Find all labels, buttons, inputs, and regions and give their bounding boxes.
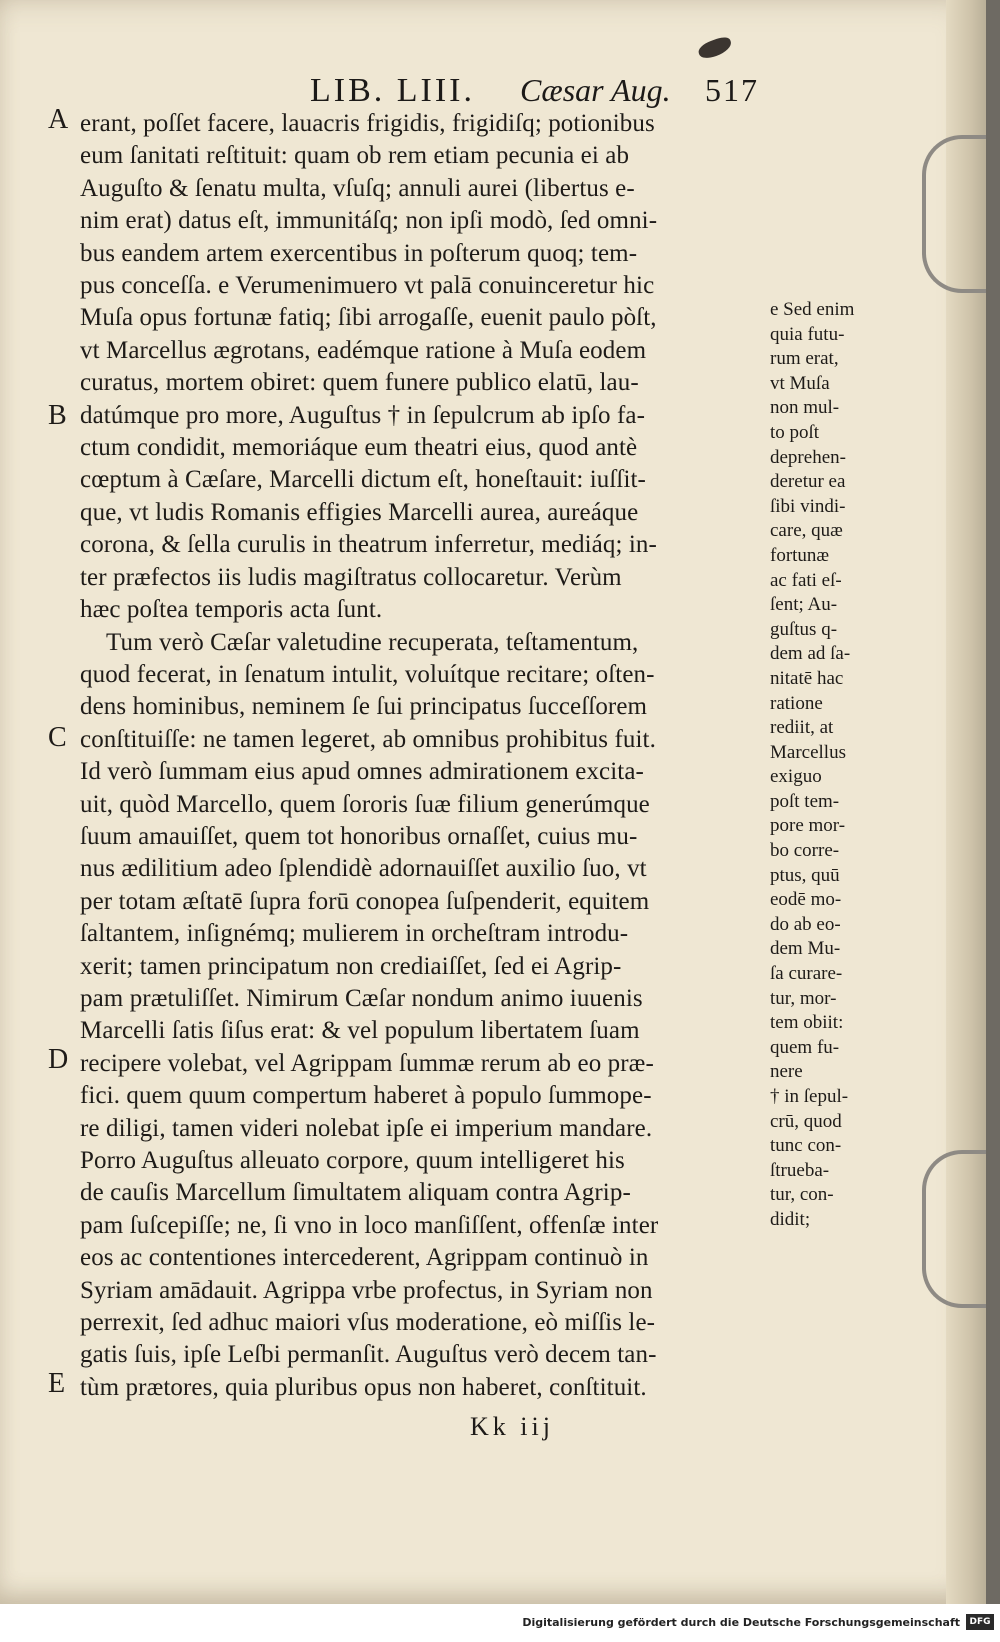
marginal-note-line: ſa curare- xyxy=(770,963,843,985)
marginal-note-line: tunc con- xyxy=(770,1135,842,1157)
book-number: LIB. LIII. xyxy=(310,72,476,109)
main-text-line: curatus, mortem obiret: quem funere publico elatū, lau- xyxy=(80,369,639,397)
main-text-line: ctum condidit, memoriáque eum theatri eius, quod antè xyxy=(80,434,638,462)
running-title: Cæsar Aug. xyxy=(520,72,671,108)
signature-mark: Kk iij xyxy=(470,1412,554,1441)
marginal-note-line: deprehen- xyxy=(770,446,846,468)
main-text-line: Tum verò Cæſar valetudine recuperata, teſtamentum, xyxy=(106,628,639,656)
main-text-line: datúmque pro more, Auguſtus † in ſepulcrum ab ipſo fa- xyxy=(80,401,646,429)
marginal-note-line: ratione xyxy=(770,692,823,714)
main-text-line: eos ac contentiones intercederent, Agrippam continuò in xyxy=(80,1244,649,1272)
section-marker-d: D xyxy=(48,1044,69,1075)
main-text-line: ter præfectos iis ludis magiſtratus collocaretur. Verùm xyxy=(80,563,622,591)
marginal-note-line: poſt tem- xyxy=(770,790,840,812)
main-text-line: Muſa opus fortunæ fatiq; ſibi arrogaſſe, euenit paulo pòſt, xyxy=(80,304,657,332)
main-text-line: fici. quem quum compertum haberet à populo ſummope- xyxy=(80,1082,652,1110)
main-text-line: Marcelli ſatis ſiſus erat: & vel populum libertatem ſuam xyxy=(80,1017,640,1045)
marginal-note-line: vt Muſa xyxy=(770,372,830,394)
main-text-line: cœptum à Cæſare, Marcelli dictum eſt, honeſtauit: iuſſit- xyxy=(80,466,646,494)
marginal-note-line: dem Mu- xyxy=(770,938,841,960)
marginal-note-line: ac fati eſ- xyxy=(770,569,842,591)
main-text-line: erant, poſſet facere, lauacris frigidis, frigidiſq; potionibus xyxy=(80,110,655,137)
page-number: 517 xyxy=(705,72,759,108)
section-marker-a: A xyxy=(48,104,69,135)
main-text-line: recipere volebat, vel Agrippam ſummæ rerum ab eo præ- xyxy=(80,1049,654,1077)
marginal-note-line: nitatē hac xyxy=(770,667,844,689)
main-text-line: dens hominibus, neminem ſe ſui principatus ſucceſſorem xyxy=(80,693,648,721)
marginal-note-line: nere xyxy=(770,1061,803,1083)
marginal-note-line: guſtus q- xyxy=(770,618,838,640)
main-text-line: re diligi, tamen videri nolebat ipſe ei imperium mandare. xyxy=(80,1114,653,1142)
marginal-note-line: care, quæ xyxy=(770,520,843,542)
marginal-note-line: tem obiit: xyxy=(770,1012,844,1034)
dfg-logo: DFG xyxy=(966,1614,994,1630)
main-text-line: ſaltantem, inſignémq; mulierem in orcheſtram introdu- xyxy=(80,920,629,948)
marginal-note-line: exiguo xyxy=(770,766,822,788)
main-text-line: pam ſuſcepiſſe; ne, ſi vno in loco manſiſſent, offenſæ inter xyxy=(80,1211,659,1239)
main-text-line: xerit; tamen principatum non crediaiſſet, ſed ei Agrip- xyxy=(80,952,622,980)
marginal-note-line: didit; xyxy=(770,1208,811,1230)
marginal-note-line: rum erat, xyxy=(770,348,839,370)
main-text-line: nus ædilitium adeo ſplendidè adornauiſſet auxilio ſuo, vt xyxy=(80,855,647,883)
main-text-line: per totam æſtatē ſupra forū conopea ſuſpenderit, equitem xyxy=(80,887,650,915)
scanner-clip-top xyxy=(922,135,986,293)
marginal-note-line: ſtrueba- xyxy=(770,1159,830,1181)
scanner-clip-bottom xyxy=(922,1150,986,1308)
marginal-note-line: quia futu- xyxy=(770,323,845,345)
ink-blot xyxy=(696,35,733,62)
main-text-line: eum ſanitati reſtituit: quam ob rem etiam pecunia ei ab xyxy=(80,142,630,170)
marginal-note-line: Marcellus xyxy=(770,741,846,763)
marginal-note-line: eodē mo- xyxy=(770,889,842,911)
marginal-note-line: ſibi vindi- xyxy=(770,495,846,517)
digitization-footer xyxy=(0,1604,1000,1642)
main-text-line: conſtituiſſe: ne tamen legeret, ab omnibus prohibitus fuit. xyxy=(80,725,656,753)
main-text-column xyxy=(80,108,760,1404)
main-text-line: ſuum amauiſſet, quem tot honoribus ornaſſet, cuius mu- xyxy=(80,822,638,850)
main-text-line: Auguſto & ſenatu multa, vſuſq; annuli aurei (libertus e- xyxy=(80,174,635,202)
main-text-line: vt Marcellus ægrotans, eadémque ratione à Muſa eodem xyxy=(80,336,647,364)
marginal-note-line: deretur ea xyxy=(770,471,846,493)
main-text-line: uit, quòd Marcello, quem ſororis ſuæ filium generúmque xyxy=(80,790,650,818)
main-text-line: quod fecerat, in ſenatum intulit, voluítque recitare; oſten- xyxy=(80,660,655,688)
marginal-note-line: † in ſepul- xyxy=(770,1086,849,1107)
main-text-line: hæc poſtea temporis acta ſunt. xyxy=(80,596,383,624)
main-text-line: nim erat) datus eſt, immunitáſq; non ipſi modò, ſed omni- xyxy=(80,207,658,235)
main-text-line: corona, & ſella curulis in theatrum inferretur, mediáq; in- xyxy=(80,531,657,559)
marginal-note-line: e Sed enim xyxy=(770,299,855,320)
main-text-line: de cauſis Marcellum ſimultatem aliquam contra Agrip- xyxy=(80,1179,631,1207)
main-text-line: Porro Auguſtus alleuato corpore, quum intelligeret his xyxy=(80,1147,625,1174)
marginal-note-line: crū, quod xyxy=(770,1110,842,1132)
main-text-line: que, vt ludis Romanis effigies Marcelli aurea, aureáque xyxy=(80,498,639,526)
main-text-line: perrexit, ſed adhuc maiori vſus moderatione, eò miſſis le- xyxy=(80,1309,656,1337)
marginal-note-line: tur, con- xyxy=(770,1184,834,1206)
marginal-note-line: ptus, quū xyxy=(770,864,840,886)
marginal-note-line: dem ad ſa- xyxy=(770,643,851,665)
marginal-note-line: pore mor- xyxy=(770,815,846,837)
section-marker-c: C xyxy=(48,722,67,753)
section-marker-b: B xyxy=(48,400,67,431)
main-text-line: Syriam amādauit. Agrippa vrbe profectus, in Syriam non xyxy=(80,1276,653,1304)
marginal-note-line: fortunæ xyxy=(770,544,830,566)
marginal-note-column xyxy=(770,298,885,1233)
main-text-line: Id verò ſummam eius apud omnes admirationem excita- xyxy=(80,758,644,786)
main-text-line: tùm prætores, quia pluribus opus non haberet, conſtituit. xyxy=(80,1373,647,1401)
marginal-note-line: non mul- xyxy=(770,397,840,419)
main-text-line: pus conceſſa. e Verumenimuero vt palā conuinceretur hic xyxy=(80,272,655,300)
marginal-note-line: tur, mor- xyxy=(770,987,837,1009)
main-text-line: bus eandem artem exercentibus in poſterum quoq; tem- xyxy=(80,239,638,267)
marginal-note-line: rediit, at xyxy=(770,717,834,739)
section-marker-e: E xyxy=(48,1368,66,1399)
main-text-line: pam prætuliſſet. Nimirum Cæſar nondum animo iuuenis xyxy=(80,984,643,1012)
marginal-note-line: to poſt xyxy=(770,421,820,443)
main-text-line: gatis ſuis, ipſe Leſbi permanſit. Auguſtus verò decem tan- xyxy=(80,1341,657,1369)
marginal-note-line: bo corre- xyxy=(770,840,840,862)
footer-credit: Digitalisierung gefördert durch die Deutsche Forschungsgemeinschaft xyxy=(522,1616,960,1629)
marginal-note-line: quem fu- xyxy=(770,1036,840,1058)
marginal-note-line: ſent; Au- xyxy=(770,594,838,616)
marginal-note-line: do ab eo- xyxy=(770,913,841,935)
